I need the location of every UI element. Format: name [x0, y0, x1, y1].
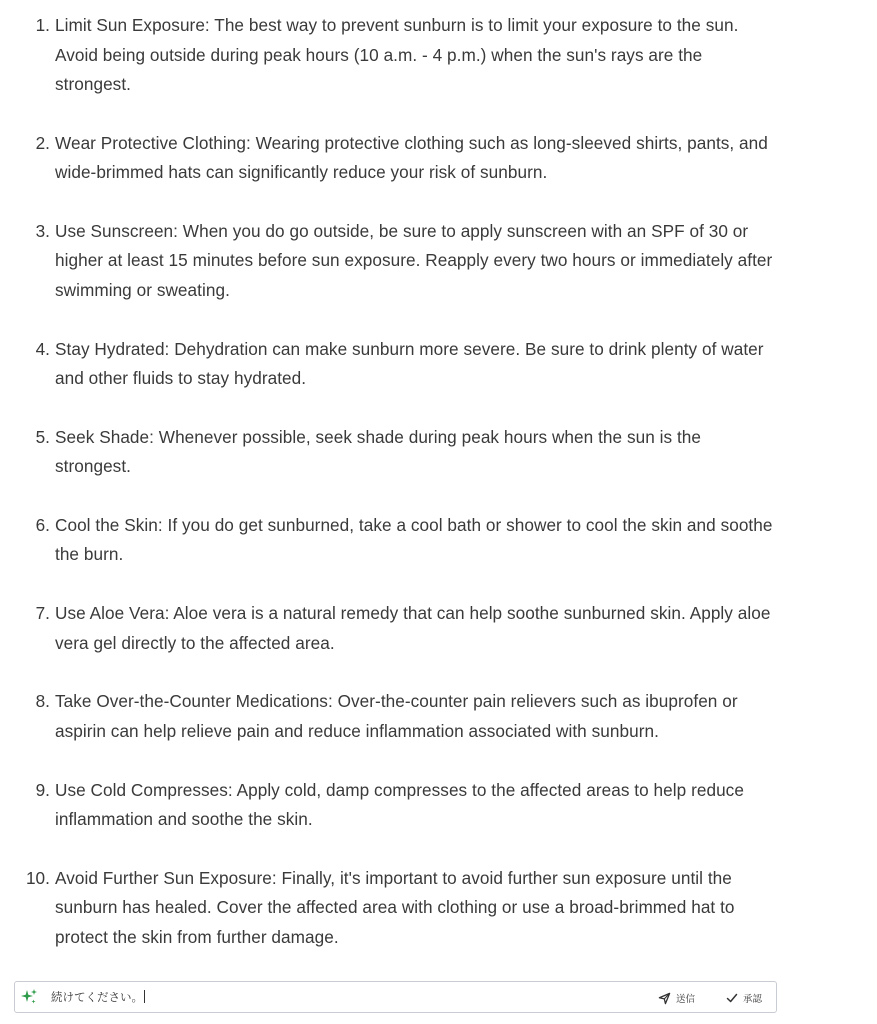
prompt-input[interactable] — [51, 989, 611, 1005]
list-item-text: Limit Sun Exposure: The best way to prevent sunburn is to limit your exposure to the sun. Avoid being outside during peak hours (10 a.m. - 4 p.m.) when the sun's rays are the strongest. — [55, 15, 739, 94]
list-item — [0, 11, 780, 100]
list-item — [0, 687, 780, 746]
send-icon — [658, 992, 671, 1005]
list-item-text: Use Aloe Vera: Aloe vera is a natural remedy that can help soothe sunburned skin. Apply aloe vera gel directly to the affected area. — [55, 603, 771, 653]
list-item-number: 9. — [35, 779, 50, 800]
list-item-text: Avoid Further Sun Exposure: Finally, it's important to avoid further sun exposure until the sunburn has healed. Cover the affected area with clothing or use a broad-brimmed hat to protect the skin from further damage. — [55, 867, 735, 947]
send-button[interactable] — [658, 989, 695, 1007]
list-item-number: 1. — [35, 15, 50, 35]
list-item — [0, 599, 780, 658]
list-item-number: 2. — [35, 132, 50, 153]
list-item-text: Wear Protective Clothing: Wearing protective clothing such as long-sleeved shirts, pants, and wide-brimmed hats can significantly reduce your risk of sunburn. — [55, 132, 768, 183]
response-content — [0, 11, 877, 981]
list-item-text: Take Over-the-Counter Medications: Over-the-counter pain relievers such as ibuprofen or aspirin can help relieve pain and reduce inflammation associated with sunburn. — [55, 691, 738, 741]
list-item-number: 3. — [35, 220, 50, 241]
list-item — [0, 864, 780, 953]
check-icon — [726, 992, 738, 1004]
list-item-number: 5. — [35, 426, 50, 447]
list-item-text: Stay Hydrated: Dehydration can make sunburn more severe. Be sure to drink plenty of water and other fluids to stay hydrated. — [55, 338, 764, 389]
approve-button-label: 承認 — [743, 994, 763, 1005]
sparkle-icon — [20, 988, 38, 1006]
prompt-bar — [14, 981, 777, 1013]
list-item — [0, 335, 780, 394]
list-item-number: 6. — [35, 514, 50, 535]
text-caret — [144, 990, 145, 1003]
list-item-text: Seek Shade: Whenever possible, seek shade during peak hours when the sun is the strongest. — [55, 426, 702, 477]
tips-list — [0, 11, 877, 952]
list-item — [0, 129, 780, 188]
list-item-number: 10. — [25, 867, 50, 888]
list-item-text: Cool the Skin: If you do get sunburned, take a cool bath or shower to cool the skin and soothe the burn. — [55, 514, 773, 565]
prompt-input-value: 続けてください。 — [51, 990, 143, 1004]
list-item — [0, 511, 780, 570]
list-item-number: 4. — [35, 338, 50, 359]
list-item — [0, 423, 780, 482]
send-button-label: 送信 — [676, 994, 696, 1005]
list-item-number: 8. — [35, 691, 50, 712]
list-item-text: Use Sunscreen: When you do go outside, be sure to apply sunscreen with an SPF of 30 or higher at least 15 minutes before sun exposure. Reapply every two hours or immediately after swimming or sweating. — [55, 220, 773, 300]
list-item-text: Use Cold Compresses: Apply cold, damp compresses to the affected areas to help reduce inflammation and soothe the skin. — [55, 779, 744, 829]
list-item-number: 7. — [35, 603, 50, 624]
list-item — [0, 776, 780, 835]
list-item — [0, 217, 780, 306]
approve-button[interactable] — [726, 989, 762, 1007]
